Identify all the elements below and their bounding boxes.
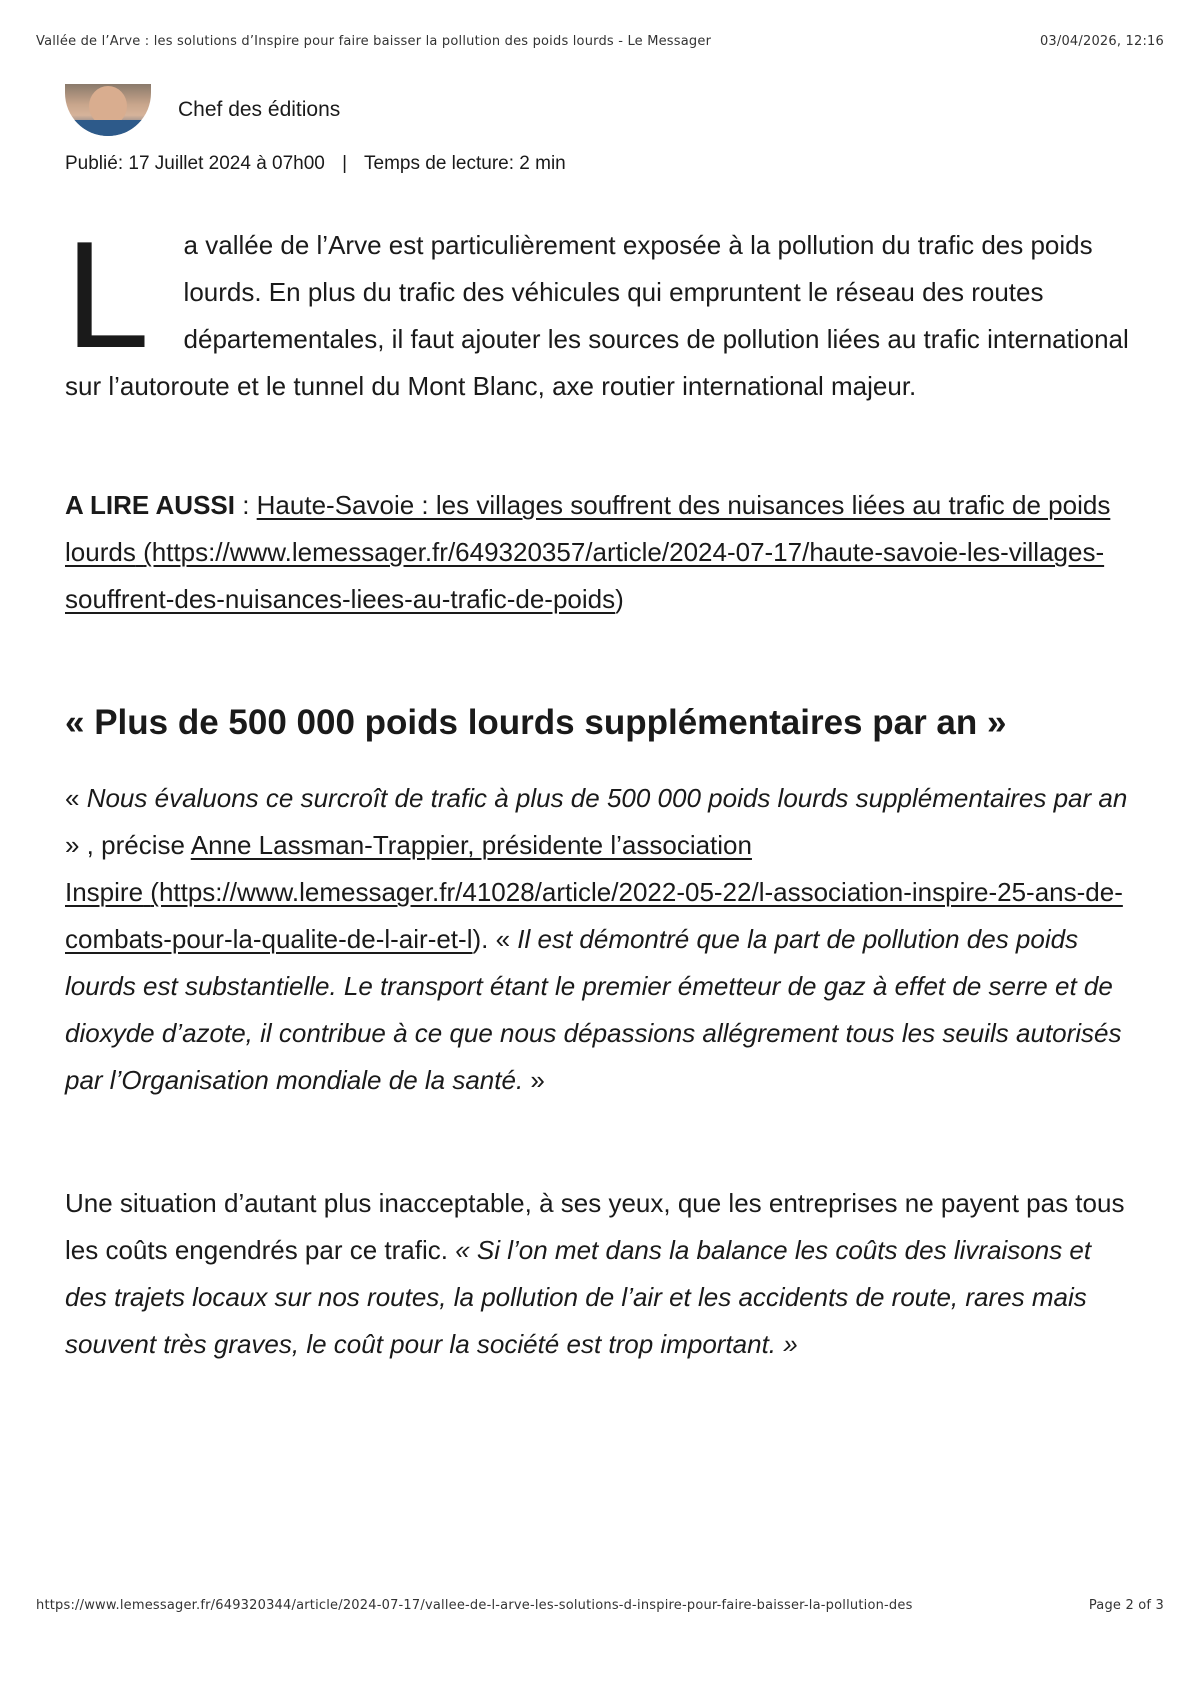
lead-text: a vallée de l’Arve est particulièrement exposée à la pollution du trafic des poids lourds. En plus du trafic des véhicules qui empruntent le réseau des routes départementales, il faut ajouter les sources de pollution liées au trafic international sur l’autoroute et le tunnel du Mont Blanc, axe routier international majeur. <box>65 230 1129 401</box>
meta-separator: | <box>342 153 348 174</box>
read-also-link-url: (https://www.lemessager.fr/649320357/article/2024-07-17/haute-savoie-les-villages-souffrent-des-nuisances-liees-au-trafic-de-poids <box>65 537 1105 614</box>
quote-1: Nous évaluons ce surcroît de trafic à plus de 500 000 poids lourds supplémentaires par an <box>86 783 1128 813</box>
situation-paragraph <box>65 1180 1140 1368</box>
situation-quote: « Si l’on met dans la balance les coûts des livraisons et des trajets locaux sur nos routes, la pollution de l’air et les accidents de route, rares mais souvent très graves, le coût pour la société est trop important. » <box>65 1235 1092 1359</box>
inspire-link-url: (https://www.lemessager.fr/41028/article/2022-05-22/l-association-inspire-25-ans-de-combats-pour-la-qualite-de-l-air-et-l <box>65 877 1123 954</box>
quote-close-1: » , précise <box>65 830 191 860</box>
inspire-link-text: Anne Lassman-Trappier, présidente l’association Inspire <box>65 830 752 907</box>
print-header-datetime: 03/04/2026, 12:16 <box>1039 34 1164 49</box>
section-heading: « Plus de 500 000 poids lourds supplémentaires par an » <box>65 703 1007 742</box>
published-date: Publié: 17 Juillet 2024 à 07h00 <box>65 153 325 174</box>
read-also-closing: ) <box>615 584 624 614</box>
article-meta <box>65 153 566 175</box>
quote-2: Il est démontré que la part de pollution des poids lourds est substantielle. Le transport étant le premier émetteur de gaz à effet de serre et de dioxyde d’azote, il contribue à ce que nous dépassions allégrement tous les seuils autorisés par l’Organisation mondiale de la santé. <box>65 924 1122 1095</box>
read-also <box>65 482 1140 623</box>
read-also-colon: : <box>234 490 257 520</box>
read-also-link-text: Haute-Savoie : les villages souffrent des nuisances liées au trafic de poids lourds <box>65 490 1111 567</box>
situation-text: Une situation d’autant plus inacceptable, à ses yeux, que les entreprises ne payent pas tous les coûts engendrés par ce trafic. <box>65 1188 1125 1265</box>
author-block <box>65 84 340 136</box>
print-footer-page: Page 2 of 3 <box>1088 1598 1164 1613</box>
print-header-title: Vallée de l’Arve : les solutions d’Inspire pour faire baisser la pollution des poids lourds - Le Messager <box>36 34 712 49</box>
quote-open: « <box>65 783 87 813</box>
print-header <box>36 34 1164 49</box>
avatar <box>65 84 151 136</box>
quote-close-2: » <box>523 1065 545 1095</box>
lead-paragraph <box>65 210 1140 410</box>
quote-after-link: ). « <box>472 924 518 954</box>
read-also-label: A LIRE AUSSI <box>65 490 235 520</box>
author-role: Chef des éditions <box>178 98 341 121</box>
drop-cap: L <box>65 210 150 380</box>
print-footer <box>36 1598 1164 1613</box>
reading-time: Temps de lecture: 2 min <box>364 153 566 174</box>
print-footer-url: https://www.lemessager.fr/649320344/article/2024-07-17/vallee-de-l-arve-les-solutions-d-inspire-pour-faire-baisser-la-pollution-des <box>36 1598 913 1613</box>
quote-paragraph <box>65 775 1140 1104</box>
